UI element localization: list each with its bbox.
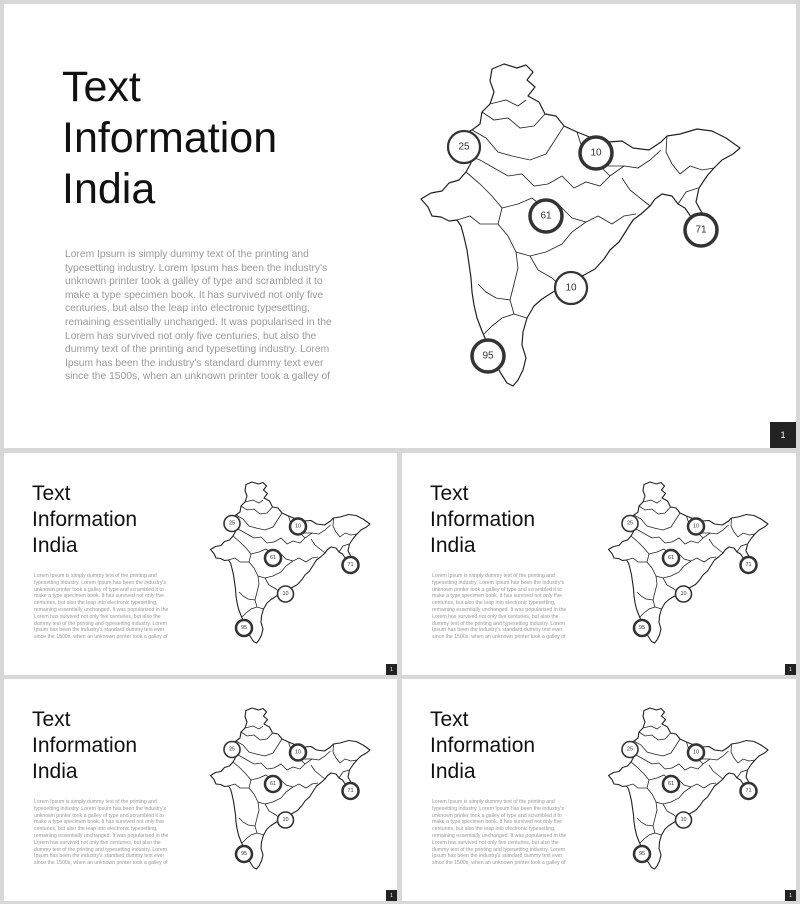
slide-body-text: Lorem Ipsum is simply dummy text of the printing and typesetting industry. Lorem Ipsum has been the industry's unknown printer took a galley of type and scrambled it to make a type specimen book. It has survived not only five centuries, but also the leap into electronic typesetting, remaining essentially unchanged. It was popularised in the Lorem has survived not only five centuries, but also the dummy text of the printing and typesetting industry. Lorem Ipsum has been the industry's standard dummy text ever since the 1500s, when an unknown printer took a galley of: [432, 573, 567, 641]
map-marker-value: 95: [638, 851, 646, 857]
title-line-1: Text: [32, 708, 71, 731]
title-line-2: Information: [62, 114, 278, 162]
state-border: [255, 576, 264, 609]
state-border: [239, 592, 255, 600]
state-border: [637, 818, 653, 826]
state-border: [678, 188, 698, 204]
india-map: [414, 56, 750, 406]
map-marker[interactable]: [278, 586, 294, 602]
map-marker-value: 25: [458, 141, 470, 153]
map-marker[interactable]: [688, 745, 704, 761]
map-marker-value: 71: [695, 224, 707, 236]
state-border: [245, 500, 263, 503]
map-marker-value: 10: [680, 591, 687, 597]
map-marker-value: 25: [626, 520, 634, 527]
map-marker-value: 71: [745, 788, 752, 794]
india-map: [207, 704, 375, 879]
state-border: [640, 607, 655, 617]
state-border: [239, 818, 255, 826]
map-marker[interactable]: [663, 776, 679, 792]
map-marker-value: 95: [482, 350, 494, 362]
map-marker-value: 10: [282, 817, 289, 823]
map-marker[interactable]: [236, 620, 252, 636]
title-line-1: Text: [430, 482, 469, 505]
page-number: 1: [390, 892, 393, 899]
state-border: [560, 206, 636, 224]
title-line-2: Information: [32, 508, 138, 531]
map-marker-value: 61: [540, 210, 552, 222]
map-marker-value: 10: [590, 147, 602, 159]
map-marker[interactable]: [290, 745, 306, 761]
map-marker-value: 10: [294, 749, 302, 756]
state-border: [731, 744, 755, 763]
state-border: [639, 732, 671, 740]
slide-body-text: Lorem Ipsum is simply dummy text of the printing and typesetting industry. Lorem Ipsum has been the industry's unknown printer took a galley of type and scrambled it to make a type specimen book. It has survived not only five centuries, but also the leap into electronic typesetting, remaining essentially unchanged. It was popularised in the Lorem has survived not only five centuries, but also the dummy text of the printing and typesetting industry. Lorem Ipsum has been the industry's standard dummy text ever since the 1500s, when an unknown printer took a galley of: [65, 249, 332, 383]
title-line-3: India: [430, 534, 476, 557]
map-marker[interactable]: [265, 776, 281, 792]
slide-title: [32, 483, 137, 556]
title-line-3: India: [430, 760, 476, 783]
map-marker-value: 95: [638, 625, 646, 631]
map-marker[interactable]: [622, 742, 638, 758]
state-border: [627, 784, 648, 788]
map-marker[interactable]: [663, 550, 679, 566]
slide-main[interactable]: [4, 4, 796, 448]
state-border: [653, 576, 662, 609]
title-line-1: Text: [430, 708, 469, 731]
map-marker[interactable]: [343, 557, 359, 573]
state-border: [678, 779, 716, 788]
state-border: [241, 506, 273, 514]
map-marker[interactable]: [224, 742, 240, 758]
slide-thumbnail-4[interactable]: [402, 679, 796, 901]
state-border: [229, 558, 250, 562]
slide-thumbnail-3[interactable]: [4, 679, 397, 901]
page-number-badge: [785, 664, 796, 675]
map-marker-value: 25: [228, 746, 236, 753]
state-border: [634, 739, 680, 756]
state-border: [709, 765, 723, 779]
map-marker[interactable]: [580, 137, 612, 169]
map-marker[interactable]: [290, 519, 306, 535]
india-map-svg: [605, 704, 773, 879]
slide-thumbnail-2[interactable]: [402, 453, 796, 675]
map-marker[interactable]: [676, 812, 692, 828]
map-marker[interactable]: [634, 620, 650, 636]
page-number-badge: [770, 422, 796, 448]
india-map-svg: [605, 478, 773, 653]
title-line-1: Text: [62, 63, 141, 111]
state-border: [478, 284, 510, 300]
title-line-2: Information: [430, 508, 536, 531]
state-border: [245, 726, 263, 729]
state-border: [472, 126, 564, 160]
slide-title: [62, 63, 278, 213]
map-marker[interactable]: [278, 812, 294, 828]
map-marker[interactable]: [343, 783, 359, 799]
state-border: [333, 518, 357, 537]
map-marker[interactable]: [530, 200, 562, 232]
map-marker-value: 71: [745, 562, 752, 568]
map-marker-value: 61: [269, 555, 277, 561]
map-marker[interactable]: [688, 519, 704, 535]
state-border: [627, 558, 648, 562]
title-line-2: Information: [32, 734, 138, 757]
slide-title: [430, 483, 535, 556]
state-border: [731, 518, 755, 537]
state-border: [678, 553, 716, 562]
state-border: [666, 136, 714, 174]
state-border: [236, 513, 282, 530]
india-map: [207, 478, 375, 653]
map-marker-value: 10: [692, 523, 700, 530]
state-border: [510, 252, 527, 318]
map-marker-value: 25: [626, 746, 634, 753]
page-number-badge: [386, 664, 397, 675]
map-marker-value: 61: [667, 555, 675, 561]
state-border: [241, 732, 273, 740]
map-marker[interactable]: [741, 783, 757, 799]
map-marker[interactable]: [622, 516, 638, 532]
state-border: [229, 784, 250, 788]
title-line-3: India: [32, 534, 78, 557]
slide-body-text: Lorem Ipsum is simply dummy text of the printing and typesetting industry. Lorem Ipsum has been the industry's unknown printer took a galley of type and scrambled it to make a type specimen book. It has survived not only five centuries, but also the leap into electronic typesetting, remaining essentially unchanged. It was popularised in the Lorem has survived not only five centuries, but also the dummy text of the printing and typesetting industry. Lorem Ipsum has been the industry's standard dummy text ever since the 1500s, when an unknown printer took a galley of: [432, 799, 567, 867]
map-marker[interactable]: [741, 557, 757, 573]
state-border: [643, 726, 661, 729]
map-marker-value: 95: [240, 851, 248, 857]
state-border: [255, 802, 264, 835]
map-marker-value: 10: [282, 591, 289, 597]
title-line-2: Information: [430, 734, 536, 757]
title-line-1: Text: [32, 482, 71, 505]
page-number: 1: [789, 892, 792, 899]
map-marker-value: 61: [667, 781, 675, 787]
state-border: [622, 178, 650, 206]
india-map: [605, 478, 773, 653]
page-number-badge: [785, 890, 796, 901]
slide-title: [430, 709, 535, 782]
page-number: 1: [390, 666, 393, 673]
state-border: [643, 500, 661, 503]
map-marker-value: 71: [347, 788, 354, 794]
india-map-svg: [207, 478, 375, 653]
page-number: 1: [789, 666, 792, 673]
state-border: [637, 592, 653, 600]
page-number-badge: [386, 890, 397, 901]
map-marker[interactable]: [676, 586, 692, 602]
state-border: [311, 765, 325, 779]
map-marker[interactable]: [685, 214, 717, 246]
state-border: [490, 100, 526, 106]
map-marker[interactable]: [265, 550, 281, 566]
state-border: [280, 553, 318, 562]
map-marker-value: 25: [228, 520, 236, 527]
india-map-svg: [207, 704, 375, 879]
state-border: [457, 216, 498, 224]
state-border: [280, 779, 318, 788]
map-marker-value: 10: [565, 282, 577, 294]
india-map: [605, 704, 773, 879]
page-number: 1: [780, 430, 786, 440]
state-border: [709, 539, 723, 553]
map-marker[interactable]: [634, 846, 650, 862]
map-marker-value: 61: [269, 781, 277, 787]
map-marker[interactable]: [224, 516, 240, 532]
slide-title: [32, 709, 137, 782]
state-border: [242, 607, 257, 617]
map-marker-value: 95: [240, 625, 248, 631]
title-line-3: India: [62, 165, 156, 213]
map-marker-value: 10: [680, 817, 687, 823]
state-border: [482, 112, 545, 128]
state-border: [311, 539, 325, 553]
state-border: [242, 833, 257, 843]
map-marker[interactable]: [448, 131, 480, 163]
slide-thumbnail-1[interactable]: [4, 453, 397, 675]
slide-body-text: Lorem Ipsum is simply dummy text of the printing and typesetting industry. Lorem Ipsum has been the industry's unknown printer took a galley of type and scrambled it to make a type specimen book. It has survived not only five centuries, but also the leap into electronic typesetting, remaining essentially unchanged. It was popularised in the Lorem has survived not only five centuries, but also the dummy text of the printing and typesetting industry. Lorem Ipsum has been the industry's standard dummy text ever since the 1500s, when an unknown printer took a galley of: [34, 799, 169, 867]
map-marker-value: 10: [294, 523, 302, 530]
state-border: [484, 314, 514, 334]
state-border: [333, 744, 357, 763]
state-border: [640, 833, 655, 843]
state-border: [236, 739, 282, 756]
india-map-svg: [414, 56, 750, 406]
map-marker[interactable]: [555, 272, 587, 304]
map-marker-value: 10: [692, 749, 700, 756]
map-marker[interactable]: [236, 846, 252, 862]
state-border: [653, 802, 662, 835]
slide-body-text: Lorem Ipsum is simply dummy text of the printing and typesetting industry. Lorem Ipsum has been the industry's unknown printer took a galley of type and scrambled it to make a type specimen book. It has survived not only five centuries, but also the leap into electronic typesetting, remaining essentially unchanged. It was popularised in the Lorem has survived not only five centuries, but also the dummy text of the printing and typesetting industry. Lorem Ipsum has been the industry's standard dummy text ever since the 1500s, when an unknown printer took a galley of: [34, 573, 169, 641]
map-marker-value: 71: [347, 562, 354, 568]
map-marker[interactable]: [472, 340, 504, 372]
state-border: [634, 513, 680, 530]
state-border: [639, 506, 671, 514]
title-line-3: India: [32, 760, 78, 783]
